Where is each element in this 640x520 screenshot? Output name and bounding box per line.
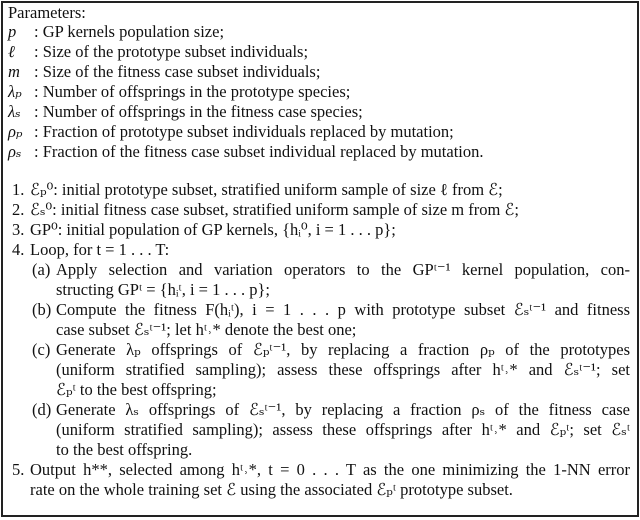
step-text: rate on the whole training set ℰ using the associated ℰₚᵗ prototype subset.: [30, 480, 513, 499]
substep-label: (d): [32, 400, 52, 419]
substep-text: ℰₚᵗ to the best offspring;: [56, 380, 217, 399]
substep-text: Generate λₚ offsprings of ℰₚᵗ⁻¹, by replacing a fraction ρₚ of the prototypes: [56, 340, 630, 359]
parameter-symbol: ρₚ: [8, 122, 23, 141]
step-text: Loop, for t = 1 . . . T:: [30, 240, 170, 259]
substep-text: Generate λₛ offsprings of ℰₛᵗ⁻¹, by replacing a fraction ρₛ of the fitness case: [56, 400, 630, 419]
step-text: ℰₚ⁰: initial prototype subset, stratified uniform sample of size ℓ from ℰ;: [30, 180, 503, 199]
substep-text: Compute the fitness F(hᵢᵗ), i = 1 . . . p with prototype subset ℰₛᵗ⁻¹ and fitness: [56, 300, 630, 319]
step-number: 2.: [12, 200, 25, 219]
substep-text: (uniform stratified sampling); assess these offsprings after hᵗ˒* and ℰₛᵗ⁻¹; set: [56, 360, 630, 379]
step-text: Output h**, selected among hᵗ˒*, t = 0 . . . T as the one minimizing the 1-NN error: [30, 460, 630, 479]
parameter-symbol: ρₛ: [8, 142, 22, 161]
parameter-description: : Size of the prototype subset individuals;: [34, 42, 309, 61]
step-number: 5.: [12, 460, 25, 479]
substep-text: Apply selection and variation operators to the GPᵗ⁻¹ kernel population, con-: [56, 260, 630, 279]
parameter-description: : Number of offsprings in the fitness case species;: [34, 102, 363, 121]
parameters-title: Parameters:: [8, 3, 86, 22]
parameter-symbol: λₛ: [8, 102, 21, 121]
parameter-symbol: m: [8, 62, 20, 81]
parameter-description: : Number of offsprings in the prototype species;: [34, 82, 351, 101]
parameter-description: : Size of the fitness case subset individuals;: [34, 62, 321, 81]
parameter-description: : GP kernels population size;: [34, 22, 225, 41]
substep-label: (a): [32, 260, 51, 279]
step-number: 1.: [12, 180, 25, 199]
substep-text: case subset ℰₛᵗ⁻¹; let hᵗ˒* denote the best one;: [56, 320, 357, 339]
parameter-symbol: ℓ: [8, 42, 15, 61]
substep-text: to the best offspring.: [56, 440, 193, 459]
step-number: 4.: [12, 240, 25, 259]
parameter-symbol: p: [8, 22, 17, 41]
substep-text: (uniform stratified sampling); assess these offsprings after hᵗ˒* and ℰₚᵗ; set ℰₛᵗ: [56, 420, 630, 439]
step-text: ℰₛ⁰: initial fitness case subset, stratified uniform sample of size m from ℰ;: [30, 200, 520, 219]
step-text: GP⁰: initial population of GP kernels, {hᵢ⁰, i = 1 . . . p};: [30, 220, 396, 239]
parameter-symbol: λₚ: [8, 82, 22, 101]
parameter-description: : Fraction of prototype subset individuals replaced by mutation;: [34, 122, 454, 141]
substep-label: (c): [32, 340, 51, 359]
parameter-description: : Fraction of the fitness case subset individual replaced by mutation.: [34, 142, 484, 161]
substep-label: (b): [32, 300, 52, 319]
step-number: 3.: [12, 220, 25, 239]
substep-text: structing GPᵗ = {hᵢᵗ, i = 1 . . . p};: [56, 280, 270, 299]
